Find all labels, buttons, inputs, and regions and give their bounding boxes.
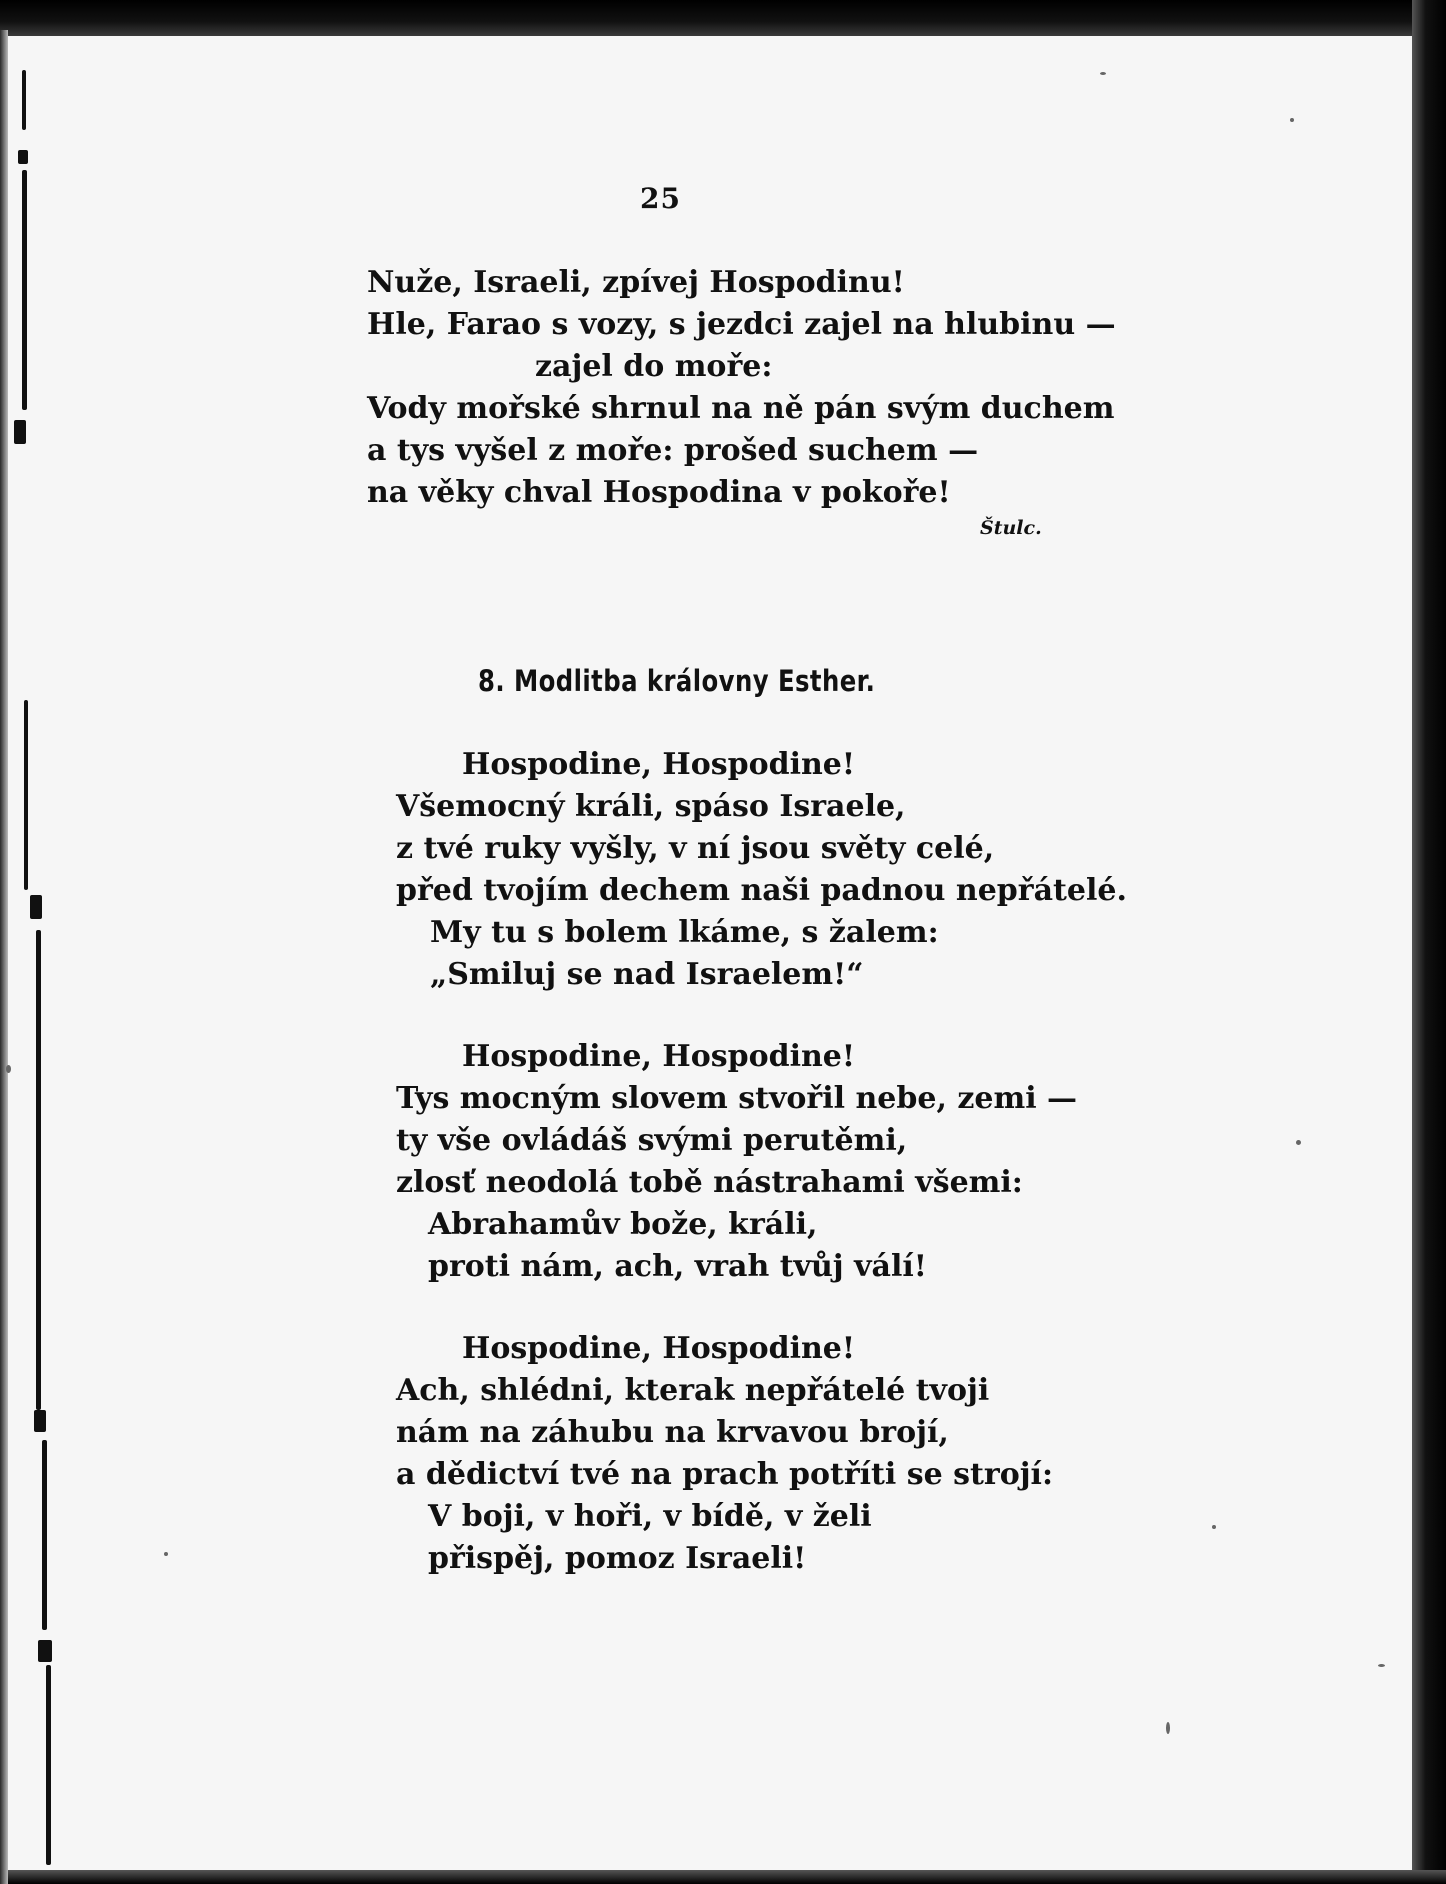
stanza-line: Tys mocným slovem stvořil nebe, zemi —: [396, 1081, 1078, 1116]
scan-speck: [1378, 1664, 1385, 1667]
stanza-1: [396, 744, 1127, 996]
poem-author: Štulc.: [980, 517, 1042, 539]
page-number: 25: [640, 182, 681, 215]
scan-speck: [1212, 1525, 1216, 1529]
stanza-line: nám na záhubu na krvavou brojí,: [396, 1415, 949, 1450]
binding-mark: [46, 1665, 51, 1865]
scan-speck: [6, 1065, 11, 1073]
poem-line: Nuže, Israeli, zpívej Hospodinu!: [367, 265, 905, 300]
poem-line: Hle, Farao s vozy, s jezdci zajel na hlubinu —: [367, 307, 1116, 342]
stanza-line: proti nám, ach, vrah tvůj válí!: [428, 1249, 927, 1284]
binding-mark: [14, 420, 26, 444]
poem-line: Vody mořské shrnul na ně pán svým duchem: [367, 391, 1115, 426]
binding-mark: [36, 930, 41, 1410]
stanza-line: ty vše ovládáš svými perutěmi,: [396, 1123, 908, 1158]
binding-mark: [42, 1440, 47, 1630]
stanza-line: z tvé ruky vyšly, v ní jsou světy celé,: [396, 831, 995, 866]
scan-border-left: [0, 30, 8, 1884]
stanza-line: „Smiluj se nad Israelem!“: [430, 957, 864, 992]
stanza-line: Abrahamův bože, králi,: [428, 1207, 818, 1242]
stanza-line: My tu s bolem lkáme, s žalem:: [430, 915, 939, 950]
stanza-line: Hospodine, Hospodine!: [462, 1039, 856, 1074]
stanza-3: [396, 1328, 1053, 1580]
stanza-line: Ach, shlédni, kterak nepřátelé tvoji: [396, 1373, 990, 1408]
stanza-line: před tvojím dechem naši padnou nepřátelé.: [396, 873, 1127, 908]
scan-border-right: [1412, 0, 1446, 1884]
stanza-line: přispěj, pomoz Israeli!: [428, 1541, 807, 1576]
binding-mark: [22, 70, 26, 130]
stanza-2: [396, 1036, 1077, 1288]
scan-speck: [1100, 72, 1106, 75]
poem-line: na věky chval Hospodina v pokoře!: [367, 475, 951, 510]
scan-speck: [1296, 1140, 1301, 1145]
stanza-line: Všemocný králi, spáso Israele,: [396, 789, 906, 824]
binding-mark: [22, 170, 27, 410]
stanza-line: V boji, v hoři, v bídě, v želi: [428, 1499, 872, 1534]
binding-mark: [34, 1410, 46, 1432]
poem-line: zajel do moře:: [535, 349, 773, 384]
poem-line: a tys vyšel z moře: prošed suchem —: [367, 433, 979, 468]
scan-speck: [1166, 1722, 1170, 1734]
binding-mark: [30, 895, 42, 919]
binding-mark: [38, 1640, 52, 1662]
opening-poem: [367, 262, 1116, 514]
section-title: 8. Modlitba královny Esther.: [478, 664, 876, 698]
binding-mark: [18, 150, 28, 164]
stanza-line: a dědictví tvé na prach potříti se strojí:: [396, 1457, 1054, 1492]
scan-border-top: [0, 0, 1446, 36]
stanza-line: Hospodine, Hospodine!: [462, 747, 856, 782]
stanza-line: Hospodine, Hospodine!: [462, 1331, 856, 1366]
scan-speck: [1290, 118, 1294, 122]
stanza-line: zlosť neodolá tobě nástrahami všemi:: [396, 1165, 1023, 1200]
scan-speck: [164, 1552, 168, 1556]
binding-mark: [24, 700, 28, 890]
scan-border-bottom: [0, 1870, 1446, 1884]
